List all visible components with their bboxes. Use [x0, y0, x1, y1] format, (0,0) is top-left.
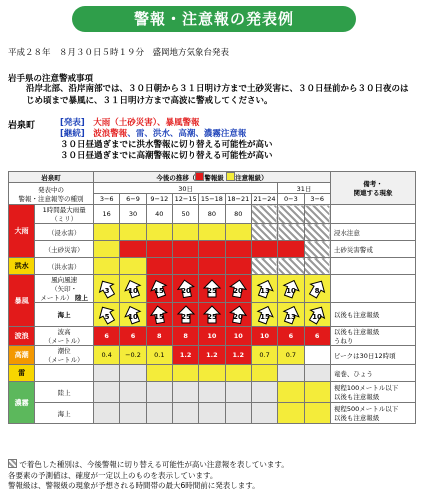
day-30: 30日 [94, 183, 278, 194]
storm-land-3 [172, 275, 198, 303]
svg-text:8: 8 [314, 286, 320, 295]
cat-tide: 高潮 [9, 346, 35, 365]
section-header: 岩手県の注意警戒事項 [8, 74, 94, 84]
time-2: 9−12 [146, 194, 172, 205]
cat-fog: 濃霧 [9, 382, 35, 424]
wave-5: 10 [225, 327, 251, 346]
svg-text:5: 5 [104, 312, 110, 321]
storm-land-8 [304, 275, 330, 303]
wave-2: 8 [146, 327, 172, 346]
storm-land-5 [225, 275, 251, 303]
storm-sea-4 [199, 303, 225, 327]
col-note: 備考・ 関連する現象 [330, 172, 415, 205]
wave-note: 以後も注意報級 うねり [330, 327, 415, 346]
announce-tag: [発表] [60, 118, 85, 128]
storm-sea-2 [146, 303, 172, 327]
cat-wave: 波浪 [9, 327, 35, 346]
svg-text:25: 25 [207, 286, 217, 295]
day-31: 31日 [278, 183, 331, 194]
svg-text:13: 13 [259, 286, 270, 295]
time-7: 0−3 [278, 194, 304, 205]
fog-sea-label: 海上 [35, 403, 94, 424]
svg-text:20: 20 [180, 286, 191, 295]
svg-text:20: 20 [233, 312, 244, 321]
town-name: 岩泉町 [8, 121, 36, 131]
continue-items: 雷、洪水、高潮、濃霧注意報 [135, 129, 247, 139]
storm-sea-0 [94, 303, 120, 327]
time-4: 15−18 [199, 194, 225, 205]
continue-tag: [継続] [60, 129, 85, 139]
storm-sea-7 [278, 303, 304, 327]
svg-text:25: 25 [207, 312, 217, 321]
cat-storm: 暴風 [9, 275, 35, 327]
cat-thunder: 雷 [9, 365, 35, 382]
storm-land-1 [120, 275, 146, 303]
legend [8, 459, 289, 492]
storm-land-0 [94, 275, 120, 303]
wave-4: 10 [199, 327, 225, 346]
tide-0: 0.4 [94, 346, 120, 365]
rain-max-5: 80 [225, 205, 251, 224]
page-title: 警報・注意報の発表例 [72, 6, 356, 32]
storm-sea-5 [225, 303, 251, 327]
fog-sea-note: 視程500メートル以下 以後も注意報級 [330, 403, 415, 424]
tide-4: 1.2 [199, 346, 225, 365]
tide-7: 0.7 [278, 346, 304, 365]
svg-text:10: 10 [312, 312, 323, 321]
svg-text:25: 25 [180, 312, 191, 321]
svg-text:13: 13 [285, 312, 296, 321]
issued-time: 平成２８年 ８月３０日５時１９分 盛岡地方気象台発表 [8, 48, 230, 58]
storm-land-label: 風向風速 （矢印・ メートル） 陸上 [35, 275, 94, 303]
storm-land-2 [146, 275, 172, 303]
storm-sea-8 [304, 303, 330, 327]
time-3: 12−15 [172, 194, 198, 205]
storm-sea-3 [172, 303, 198, 327]
announce-text: 大雨（土砂災害）、暴風警報 [93, 118, 200, 128]
wave-label: 波高 （メートル） [35, 327, 94, 346]
tide-5: 1.2 [225, 346, 251, 365]
wave-8: 6 [304, 327, 330, 346]
legend-line-1: で着色した種別は、今後警報に切り替える可能性が高い注意報を表しています。 [19, 460, 289, 469]
flood-label: （洪水害） [35, 258, 94, 275]
storm-land-note [330, 275, 415, 303]
storm-sea-label: 海上 [35, 303, 94, 327]
storm-land-4 [199, 275, 225, 303]
storm-sea-1 [120, 303, 146, 327]
tide-note: ピークは30日12時頃 [330, 346, 415, 365]
legend-line-3: 警報級は、警報級の現象が予想される時間帯の最大6時間前に発表します。 [8, 481, 260, 490]
rain-max-4: 80 [199, 205, 225, 224]
wave-3: 8 [172, 327, 198, 346]
col-trend: 今後の推移（ 警報級 注意報級） [94, 172, 331, 183]
wave-6: 10 [251, 327, 277, 346]
time-0: 3−6 [94, 194, 120, 205]
summary-text: 沿岸北部、沿岸南部では、３０日朝から３１日明け方まで土砂災害に、３０日昼前から３０日夜のはじめ頃まで暴風に、３１日明け方まで高波に警戒してください。 [26, 84, 409, 106]
outlook-line-1: ３０日昼過ぎまでに洪水警報に切り替える可能性が高い [60, 140, 273, 150]
tide-label: 潮位 （メートル） [35, 346, 94, 365]
rain-land-label: （土砂災害） [35, 241, 94, 258]
rain-max-label: 1時間最大雨量 （ミリ） [35, 205, 94, 224]
wave-7: 6 [278, 327, 304, 346]
rain-land-note: 土砂災害警戒 [330, 241, 415, 258]
wave-0: 6 [94, 327, 120, 346]
rain-flood-note: 浸水注意 [330, 224, 415, 241]
town-status: [発表] 大雨（土砂災害）、暴風警報 [継続] 波浪警報、雷、洪水、高潮、濃霧注意報 ３０日昼過ぎまでに洪水警報に切り替える可能性が高い ３０日昼過ぎまでに高潮警報に切り替える可能性が高い [60, 118, 273, 161]
col-kind: 発表中の 警報・注意報等の種別 [9, 183, 94, 205]
cat-rain: 大雨 [9, 205, 35, 258]
rain-max-0: 16 [94, 205, 120, 224]
tide-3: 1.2 [172, 346, 198, 365]
svg-text:20: 20 [233, 286, 244, 295]
outlook-line-2: ３０日昼過ぎまでに高潮警報に切り替える可能性が高い [60, 151, 273, 161]
col-town: 岩泉町 [9, 172, 94, 183]
svg-text:15: 15 [259, 312, 270, 321]
cat-flood: 洪水 [9, 258, 35, 275]
thunder-note: 竜巻、ひょう [330, 365, 415, 382]
forecast-table [8, 171, 416, 424]
legend-line-2: 各要素の予測値は、確度が一定以上のものを表示しています。 [8, 470, 218, 480]
svg-text:15: 15 [154, 312, 165, 321]
tide-1: −0.2 [120, 346, 146, 365]
time-8: 3−6 [304, 194, 330, 205]
fog-land-label: 陸上 [35, 382, 94, 403]
storm-note: 以後も注意報級 [330, 303, 415, 327]
hatch-swatch [8, 459, 17, 468]
rain-max-2: 40 [146, 205, 172, 224]
rain-flood-label: （浸水害） [35, 224, 94, 241]
svg-text:15: 15 [154, 286, 165, 295]
svg-text:10: 10 [128, 312, 138, 321]
wave-1: 6 [120, 327, 146, 346]
tide-6: 0.7 [251, 346, 277, 365]
rain-max-3: 50 [172, 205, 198, 224]
svg-text:3: 3 [104, 286, 110, 295]
storm-land-7 [278, 275, 304, 303]
storm-sea-6 [251, 303, 277, 327]
time-5: 18−21 [225, 194, 251, 205]
svg-text:10: 10 [285, 286, 296, 295]
time-1: 6−9 [120, 194, 146, 205]
fog-land-note: 視程100メートル以下 以後も注意報級 [330, 382, 415, 403]
tide-2: 0.1 [146, 346, 172, 365]
time-6: 21−24 [251, 194, 277, 205]
svg-text:10: 10 [128, 286, 138, 295]
rain-max-1: 30 [120, 205, 146, 224]
storm-land-6 [251, 275, 277, 303]
tide-8 [304, 346, 330, 365]
continue-warn: 波浪警報 [93, 129, 128, 139]
